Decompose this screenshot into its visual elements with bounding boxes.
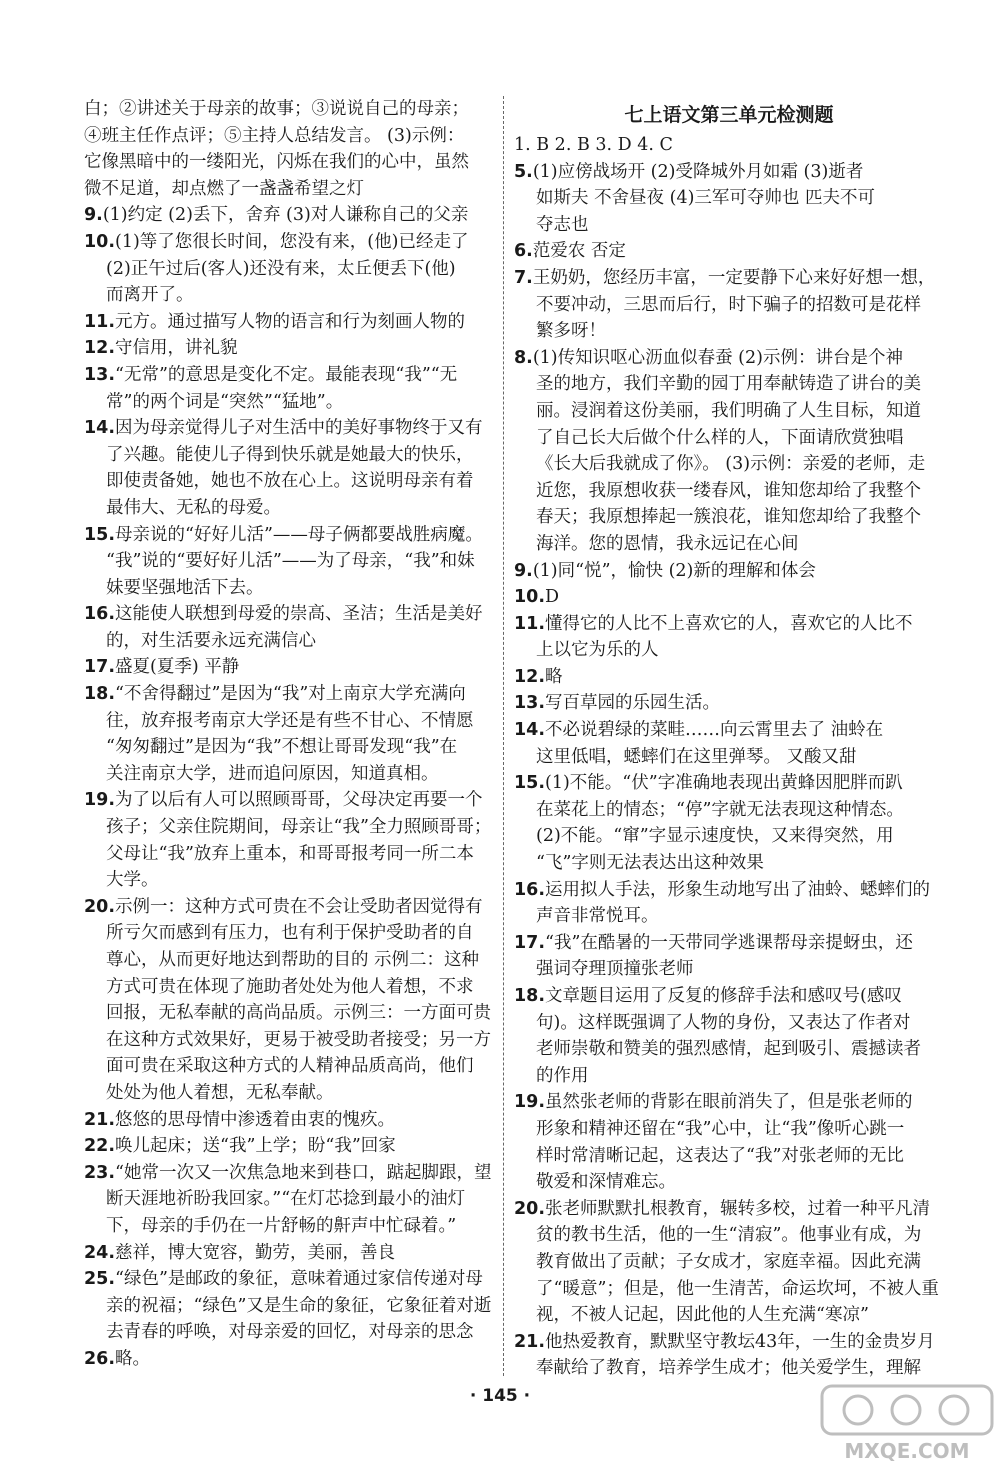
answer-line <box>84 1213 494 1240</box>
answer-text: 尊心，从而更好地达到帮助的目的 示例二：这种 <box>106 950 480 970</box>
answer-line <box>84 708 494 735</box>
answer-text: 略。 <box>115 1348 151 1369</box>
answer-item <box>514 584 944 611</box>
question-number: 9. <box>84 205 103 226</box>
question-number: 15. <box>84 524 116 545</box>
answer-text: 所亏欠而感到有压力，也有利于保护受助者的自 <box>106 923 474 944</box>
answer-text: 元方。通过描写人物的语言和行为刻画人物的 <box>115 311 466 332</box>
answer-text: 即使责备她，她也不放在心上。这说明母亲有着 <box>106 471 474 492</box>
answer-line <box>84 468 494 495</box>
section-title: 七上语文第三单元检测题 <box>624 104 834 126</box>
answer-text: (2)不能。“窜”字显示速度快，又来得突然，用 <box>536 826 894 847</box>
answer-text: 白；②讲述关于母亲的故事；③说说自己的母亲； <box>84 99 469 119</box>
answer-text: 不要冲动，三思而后行，时下骗子的招数可是花样 <box>536 294 921 315</box>
answer-line <box>84 1186 494 1213</box>
answer-text: 妹要坚强地活下去。 <box>106 577 264 598</box>
answer-item <box>84 229 494 309</box>
answer-item <box>84 1240 494 1267</box>
answer-line <box>84 1319 494 1346</box>
answer-text: (1)不能。“伏”字准确地表现出黄蜂因肥胖而趴 <box>545 773 903 794</box>
answer-text: (1)应傍战场开 (2)受降城外月如霜 (3)逝者 <box>532 161 864 182</box>
answer-text: 这里低唱，蟋蟀们在这里弹琴。 又酸又甜 <box>536 746 857 767</box>
answer-line <box>84 814 494 841</box>
answer-line <box>514 930 944 957</box>
answer-text: 常”的两个词是“突然”“猛地”。 <box>106 391 344 412</box>
answer-item <box>84 202 494 229</box>
answer-line <box>514 1196 944 1223</box>
answer-line <box>84 202 494 229</box>
question-number: 10. <box>514 587 546 608</box>
answer-text: 强词夺理顶撞张老师 <box>536 959 694 980</box>
answer-line <box>514 345 944 372</box>
answer-line <box>514 398 944 425</box>
answer-line <box>514 717 944 744</box>
answer-line <box>84 1133 494 1160</box>
answer-text: 在这种方式效果好，更易于被受助者接受；另一方 <box>106 1029 491 1050</box>
question-number: 21. <box>84 1109 116 1130</box>
answer-text: 去青春的呼唤，对母亲爱的回忆，对母亲的思念 <box>106 1322 474 1343</box>
question-number: 24. <box>84 1242 116 1263</box>
answer-line <box>514 1010 944 1037</box>
question-number: 15. <box>514 773 546 794</box>
answer-text: 亲的祝福；“绿色”又是生命的象征，它象征着对逝 <box>106 1295 492 1316</box>
question-number: 10. <box>84 231 116 252</box>
answer-text: 夺志也 <box>536 214 589 235</box>
answer-text: 1. B 2. B 3. D 4. C <box>514 135 673 155</box>
answer-text: 敬爱和深情难忘。 <box>536 1172 676 1193</box>
answer-line <box>514 1302 944 1329</box>
answer-line <box>84 1293 494 1320</box>
answer-line <box>84 282 494 309</box>
answer-line <box>84 123 494 150</box>
question-number: 12. <box>514 666 546 687</box>
question-number: 22. <box>84 1136 116 1157</box>
answer-item <box>514 1089 944 1195</box>
answer-text: 了自己长大后做个什么样的人，下面请欣赏独唱 <box>536 427 904 448</box>
answer-line <box>514 1116 944 1143</box>
answer-item <box>514 1329 944 1382</box>
answer-line <box>84 947 494 974</box>
answer-text: 示例一：这种方式可贵在不会让受助者因觉得有 <box>115 896 483 917</box>
answer-text: (1)同“悦”，愉快 (2)新的理解和体会 <box>532 560 816 581</box>
answer-text: 断天涯地祈盼我回家。”“在灯芯捻到最小的油灯 <box>106 1189 466 1210</box>
right-column <box>514 100 944 1382</box>
question-number: 17. <box>84 657 116 678</box>
answer-line <box>84 176 494 203</box>
answer-item <box>514 132 944 159</box>
answer-text: 虽然张老师的背影在眼前消失了，但是张老师的 <box>545 1092 913 1113</box>
answer-text: 了兴趣。能使儿子得到快乐就是她最大的快乐， <box>106 444 474 465</box>
answer-text: “不舍得翻过”是因为“我”对上南京大学充满向 <box>115 684 466 705</box>
answer-item <box>514 265 944 345</box>
answer-line <box>84 548 494 575</box>
answer-line <box>514 478 944 505</box>
answer-line <box>514 850 944 877</box>
answer-text: 为了以后有人可以照顾哥哥，父母决定再要一个 <box>115 790 483 811</box>
answer-line <box>84 974 494 1001</box>
answer-item <box>514 664 944 691</box>
answer-text: 写百草园的乐园生活。 <box>545 693 721 714</box>
answer-line <box>84 495 494 522</box>
question-number: 12. <box>84 338 116 359</box>
answer-item <box>84 601 494 654</box>
answer-text: (1)约定 (2)丢下，舍弃 (3)对人谦称自己的父亲 <box>102 205 469 226</box>
answer-text: 老师崇敬和赞美的强烈感情，起到吸引、震撼读者 <box>536 1039 921 1060</box>
answer-line <box>84 1160 494 1187</box>
answer-item <box>84 654 494 681</box>
answer-text: 父母让“我”放弃上重本，和哥哥报考同一所二本 <box>106 843 474 864</box>
answer-item <box>84 787 494 893</box>
answer-text: 略 <box>545 666 563 687</box>
answer-text: 圣的地方，我们辛勤的园丁用奉献铸造了讲台的美 <box>536 374 921 395</box>
answer-line <box>84 761 494 788</box>
answer-line <box>84 601 494 628</box>
answer-text: 唤儿起床；送“我”上学；盼“我”回家 <box>115 1136 396 1157</box>
question-number: 18. <box>514 986 546 1006</box>
answer-item <box>514 770 944 876</box>
page-number: · 145 · <box>469 1386 531 1406</box>
question-number: 18. <box>84 684 116 705</box>
answer-text: 懂得它的人比不上喜欢它的人，喜欢它的人比不 <box>545 613 913 634</box>
answer-line <box>84 787 494 814</box>
answer-text: 运用拟人手法，形象生动地写出了油蛉、蟋蟀们的 <box>545 879 931 900</box>
answer-text: 面可贵在采取这种方式的人精神品质高尚，他们 <box>106 1056 474 1077</box>
answer-line <box>514 611 944 638</box>
answer-item <box>514 1196 944 1329</box>
answer-text: 如斯夫 不舍昼夜 (4)三军可夺帅也 匹夫不可 <box>536 188 875 209</box>
answer-text: 处处为他人着想，无私奉献。 <box>106 1082 334 1103</box>
answer-text: D <box>545 587 560 608</box>
question-number: 16. <box>514 879 546 900</box>
answer-text: 丽。浸润着这份美丽，我们明确了人生目标，知道 <box>536 400 921 421</box>
question-number: 21. <box>514 1331 546 1352</box>
answer-text: (1)等了您很长时间，您没有来，(他)已经走了 <box>115 231 469 252</box>
answer-text: “飞”字则无法表达出这种效果 <box>536 853 764 874</box>
answer-text: 关注南京大学，进而追问原因，知道真相。 <box>106 763 439 784</box>
answer-line <box>514 318 944 345</box>
answer-line <box>514 637 944 664</box>
answer-text: 下，母亲的手仍在一片舒畅的鼾声中忙碌着。” <box>106 1215 457 1236</box>
answer-text: 而离开了。 <box>106 285 194 306</box>
answer-line <box>514 185 944 212</box>
answer-item <box>514 717 944 770</box>
answer-text: 教育做出了贡献；子女成才，家庭幸福。因此充满 <box>536 1251 921 1272</box>
answer-text: 在菜花上的情态；“停”字就无法表现这种情态。 <box>536 799 904 820</box>
answer-text: ④班主任作点评；⑤主持人总结发言。 (3)示例： <box>84 125 465 146</box>
answer-line <box>84 681 494 708</box>
question-number: 5. <box>514 161 533 182</box>
answer-line <box>514 770 944 797</box>
answer-line <box>84 1107 494 1134</box>
answer-line <box>514 265 944 292</box>
answer-item <box>84 1133 494 1160</box>
answer-text: 句)。这样既强调了人物的身份，又表达了作者对 <box>536 1012 911 1033</box>
answer-item <box>514 611 944 664</box>
answer-line <box>514 1143 944 1170</box>
answer-line <box>84 389 494 416</box>
answer-line <box>514 797 944 824</box>
answer-line <box>514 558 944 585</box>
question-number: 8. <box>514 347 533 368</box>
question-number: 6. <box>514 241 533 262</box>
answer-text: 近您，我原想收获一缕春风，谁知您却给了我整个 <box>536 480 921 501</box>
question-number: 9. <box>514 560 533 581</box>
answer-text: 悠悠的思母情中渗透着由衷的愧疚。 <box>115 1109 396 1130</box>
answer-line <box>514 584 944 611</box>
answer-text: 慈祥，博大宽容，勤劳，美丽，善良 <box>115 1242 396 1263</box>
answer-item <box>84 96 494 202</box>
answer-text: 大学。 <box>106 870 159 891</box>
answer-text: 了“暖意”；但是，他一生清苦，命运坎坷，不被人重 <box>536 1278 939 1299</box>
answer-line <box>514 903 944 930</box>
answer-text: “我”在酷暑的一天带同学逃课帮母亲提蚜虫，还 <box>545 932 913 953</box>
answer-text: “她常一次又一次焦急地来到巷口，踮起脚跟，望 <box>115 1162 492 1183</box>
question-number: 13. <box>84 364 116 385</box>
answer-line <box>84 654 494 681</box>
answer-line <box>514 371 944 398</box>
answer-item <box>84 335 494 362</box>
answer-line <box>514 159 944 186</box>
answer-text: 的，对生活要永远充满信心 <box>106 630 316 651</box>
answer-item <box>84 362 494 415</box>
answer-line <box>84 1053 494 1080</box>
answer-line <box>84 415 494 442</box>
answer-item <box>514 558 944 585</box>
answer-text: (1)传知识呕心沥血似春蚕 (2)示例：讲台是个神 <box>532 347 903 368</box>
answer-line <box>514 664 944 691</box>
answer-line <box>84 522 494 549</box>
answer-line <box>514 983 944 1010</box>
answer-text: “匆匆翻过”是因为“我”不想让哥哥发现“我”在 <box>106 737 458 758</box>
answer-line <box>84 734 494 761</box>
answer-line <box>514 956 944 983</box>
question-number: 23. <box>84 1162 116 1183</box>
answer-text: 繁多呀！ <box>536 321 606 342</box>
answer-line <box>514 425 944 452</box>
answer-item <box>84 1346 494 1373</box>
answer-text: 他热爱教育，默默坚守教坛43年，一生的金贵岁月 <box>545 1331 935 1352</box>
answer-line <box>84 229 494 256</box>
answer-text: 不必说碧绿的菜畦……向云霄里去了 油蛉在 <box>545 720 884 741</box>
answer-line <box>514 212 944 239</box>
answer-text: 的作用 <box>536 1065 589 1086</box>
question-number: 7. <box>514 267 533 288</box>
answer-item <box>514 877 944 930</box>
answer-text: 盛夏(夏季) 平静 <box>115 657 240 678</box>
column-divider <box>503 96 504 1376</box>
watermark-text: MXQE.COM <box>844 1439 970 1463</box>
answer-line <box>514 1249 944 1276</box>
answer-item <box>514 159 944 239</box>
answer-line <box>514 1355 944 1382</box>
answer-line <box>84 1080 494 1107</box>
question-number: 20. <box>514 1198 546 1219</box>
answer-line <box>514 238 944 265</box>
answer-text: 守信用，讲礼貌 <box>115 338 238 359</box>
answer-text: 张老师默默扎根教育，辗转多校，过着一种平凡清 <box>545 1198 931 1219</box>
question-number: 19. <box>84 790 116 811</box>
answer-text: 贫的教书生活，他的一生“清寂”。他事业有成，为 <box>536 1225 922 1246</box>
answer-text: 回报，无私奉献的高尚品质。示例三：一方面可贵 <box>106 1003 491 1024</box>
question-number: 16. <box>84 604 116 625</box>
answer-text: (2)正午过后(客人)还没有来，太丘便丢下(他) <box>106 258 456 279</box>
answer-line <box>514 292 944 319</box>
answer-item <box>514 238 944 265</box>
answer-line <box>84 309 494 336</box>
question-number: 14. <box>514 720 546 741</box>
answer-text: “我”说的“要好好儿活”——为了母亲，“我”和妹 <box>106 551 475 572</box>
answer-item <box>84 309 494 336</box>
answer-line <box>514 877 944 904</box>
question-number: 19. <box>514 1092 546 1113</box>
answer-text: 声音非常悦耳。 <box>536 906 659 927</box>
question-number: 14. <box>84 418 116 439</box>
answer-item <box>84 522 494 602</box>
question-number: 17. <box>514 932 546 953</box>
answer-line <box>514 1276 944 1303</box>
question-number: 11. <box>514 613 546 634</box>
answer-line <box>84 1000 494 1027</box>
answer-text: 《长大后我就成了你》。 (3)示例：亲爱的老师，走 <box>536 454 926 475</box>
answer-text: 文章题目运用了反复的修辞手法和感叹号(感叹 <box>545 986 902 1006</box>
answer-line <box>84 894 494 921</box>
answer-text: “绿色”是邮政的象征，意味着通过家信传递对母 <box>115 1269 483 1290</box>
answer-text: 孩子；父亲住院期间，母亲让“我”全力照顾哥哥； <box>106 817 492 838</box>
answer-text: 形象和精神还留在“我”心中，让“我”像听心跳一 <box>536 1118 905 1139</box>
watermark-logo <box>818 1380 996 1464</box>
question-number: 20. <box>84 896 116 917</box>
answer-line <box>84 1266 494 1293</box>
answer-line <box>514 1089 944 1116</box>
answer-text: 往，放弃报考南京大学还是有些不甘心、不情愿 <box>106 710 474 731</box>
answer-text: 范爱农 否定 <box>532 241 626 262</box>
answer-item <box>514 983 944 1089</box>
answer-line <box>84 335 494 362</box>
answer-line <box>514 132 944 159</box>
answer-line <box>84 96 494 123</box>
answer-item <box>514 345 944 558</box>
answer-text: 方式可贵在体现了施助者处处为他人着想，不求 <box>106 976 474 997</box>
answer-text: 奉献给了教育，培养学生成才；他关爱学生，理解 <box>536 1358 921 1379</box>
answer-text: 上以它为乐的人 <box>536 640 659 661</box>
answer-item <box>84 1266 494 1346</box>
answer-line <box>514 690 944 717</box>
answer-item <box>514 690 944 717</box>
answer-line <box>514 1063 944 1090</box>
answer-line <box>84 1240 494 1267</box>
answer-line <box>84 362 494 389</box>
answer-line <box>84 442 494 469</box>
answer-text: “无常”的意思是变化不定。最能表现“我”“无 <box>115 364 458 385</box>
answer-text: 王奶奶，您经历丰富，一定要静下心来好好想一想， <box>532 267 936 288</box>
answer-item <box>84 894 494 1107</box>
answer-line <box>84 1027 494 1054</box>
question-number: 26. <box>84 1348 116 1369</box>
answer-text: 最伟大、无私的母爱。 <box>106 497 281 518</box>
answer-line <box>84 867 494 894</box>
right-answers <box>514 132 944 1382</box>
answer-item <box>84 681 494 787</box>
answer-line <box>84 256 494 283</box>
answer-line <box>514 1329 944 1356</box>
answer-text: 视，不被人记起，因此他的人生充满“寒凉” <box>536 1305 869 1326</box>
answer-line <box>514 451 944 478</box>
answer-line <box>84 575 494 602</box>
answer-text: 海洋。您的恩情，我永远记在心间 <box>536 533 799 554</box>
answer-text: 春天；我原想捧起一簇浪花，谁知您却给了我整个 <box>536 507 921 528</box>
answer-item <box>514 930 944 983</box>
answer-line <box>514 823 944 850</box>
answer-text: 它像黑暗中的一缕阳光，闪烁在我们的心中，虽然 <box>84 152 469 173</box>
answer-item <box>84 1160 494 1240</box>
answer-text: 样时常清晰记起，这表达了“我”对张老师的无比 <box>536 1145 904 1166</box>
answer-text: 母亲说的“好好儿活”——母子俩都要战胜病魔。 <box>115 524 483 545</box>
question-number: 13. <box>514 693 546 714</box>
answer-line <box>84 149 494 176</box>
left-column <box>84 96 494 1373</box>
answer-line <box>84 1346 494 1373</box>
answer-line <box>514 744 944 771</box>
answer-item <box>84 415 494 521</box>
answer-line <box>514 1222 944 1249</box>
answer-text: 这能使人联想到母爱的崇高、圣洁；生活是美好 <box>115 604 483 625</box>
answer-line <box>84 628 494 655</box>
answer-text: 微不足道，却点燃了一盏盏希望之灯 <box>84 178 364 199</box>
answer-line <box>514 1036 944 1063</box>
answer-text: 因为母亲觉得儿子对生活中的美好事物终于又有 <box>115 418 483 439</box>
answer-line <box>84 841 494 868</box>
question-number: 11. <box>84 311 116 332</box>
answer-item <box>84 1107 494 1134</box>
answer-line <box>514 531 944 558</box>
answer-line <box>514 504 944 531</box>
question-number: 25. <box>84 1269 116 1290</box>
answer-line <box>84 920 494 947</box>
answer-line <box>514 1169 944 1196</box>
